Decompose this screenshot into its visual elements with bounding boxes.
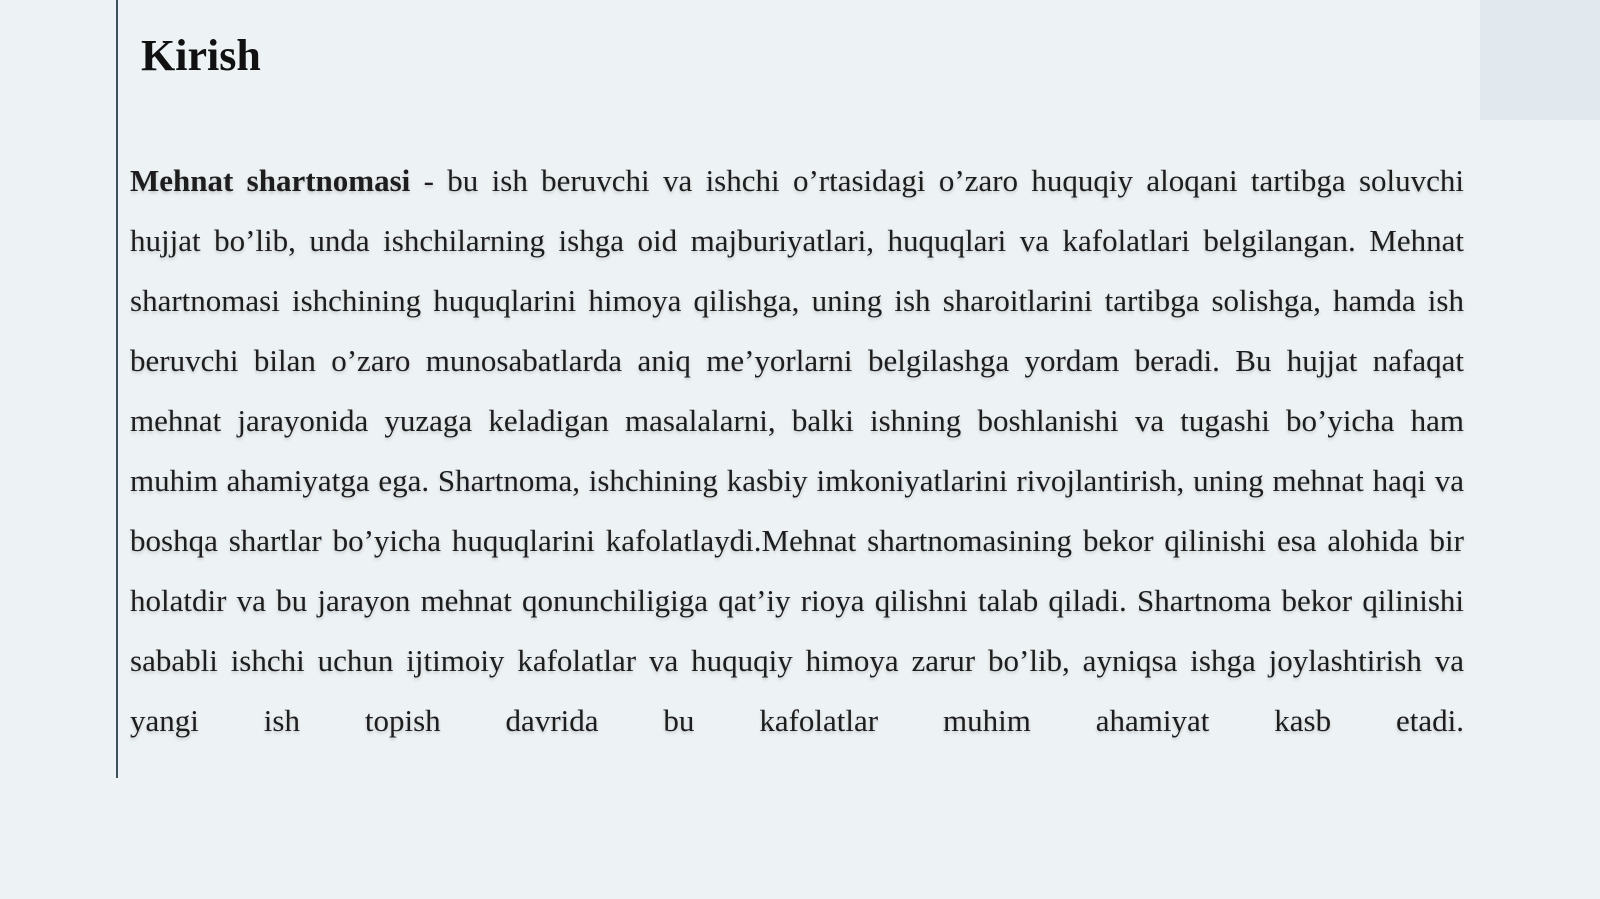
slide-title: Kirish [141, 31, 261, 80]
defined-term: Mehnat shartnomasi [130, 163, 411, 198]
paragraph-text: - bu ish beruvchi va ishchi o’rtasidagi o’zaro huquqiy aloqani tartibga soluvchi hujjat bo’lib, unda ishchilarning ishga oid majburiyatlari, huquqlari va kafolatlari belgilangan. Mehnat shartnomasi ishchining huquqlarini himoya qilishga, uning ish sharoitlarini tartibga solishga, hamda ish beruvchi bilan o’zaro munosabatlarda aniq me’yorlarni belgilashga yordam beradi. Bu hujjat nafaqat mehnat jarayonida yuzaga keladigan masalalarni, balki ishning boshlanishi va tugashi bo’yicha ham muhim ahamiyatga ega. Shartnoma, ishchining kasbiy imkoniyatlarini rivojlantirish, uning mehnat haqi va boshqa shartlar bo’yicha huquqlarini kafolatlaydi.Mehnat shartnomasining bekor qilinishi esa alohida bir holatdir va bu jarayon mehnat qonunchiligiga qat’iy rioya qilishni talab qiladi. Shartnoma bekor qilinishi sababli ishchi uchun ijtimoiy kafolatlar va huquqiy himoya zarur bo’lib, ayniqsa ishga joylashtirish va yangi ish topish davrida bu kafolatlar muhim ahamiyat kasb etadi. [130, 163, 1464, 738]
body-paragraph [130, 151, 1464, 751]
vertical-divider [116, 0, 118, 778]
corner-decoration [1480, 0, 1600, 120]
